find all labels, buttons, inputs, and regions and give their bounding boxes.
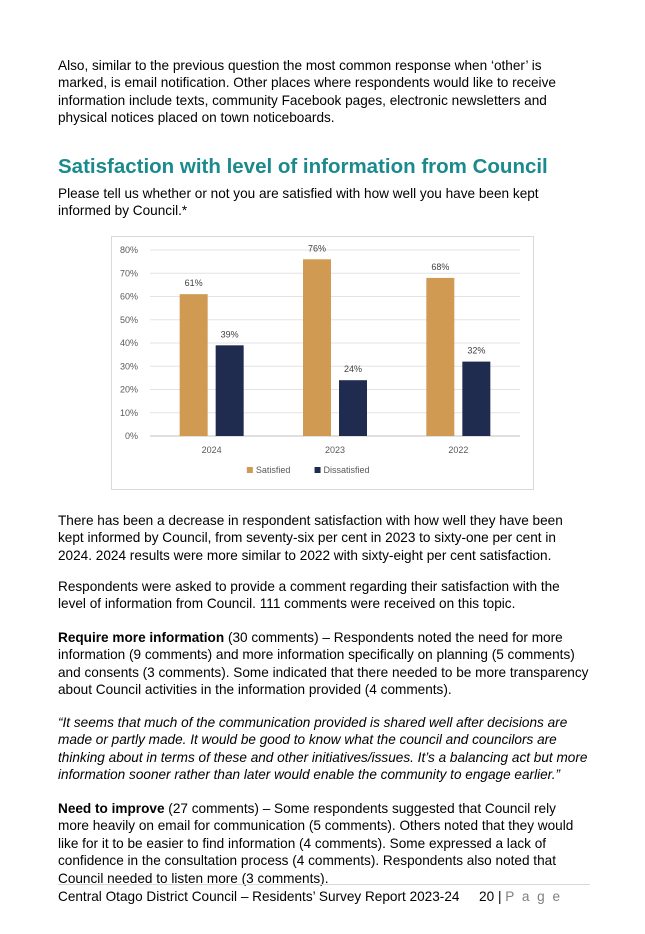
bar-dissatisfied-2023 <box>339 380 367 436</box>
decrease-paragraph: There has been a decrease in respondent satisfaction with how well they have been kept informed by Council, from seventy-six per cent in 2023 to sixty-one per cent in 2024. 2024 results were more similar to 2022 with sixty-eight per cent satisfaction. <box>58 513 563 563</box>
y-tick-label: 50% <box>119 314 138 325</box>
x-category-label: 2022 <box>448 445 469 455</box>
data-label: 39% <box>220 329 239 340</box>
legend-swatch-dissatisfied <box>315 467 321 473</box>
need-to-improve-title: Need to improve <box>58 801 165 816</box>
footer-report-title: Central Otago District Council – Residents’ Survey Report 2023-24 <box>58 889 460 904</box>
data-label: 24% <box>343 364 363 375</box>
more-information-title: Require more information <box>58 630 225 645</box>
need-to-improve-text: (27 comments) – Some respondents suggested that Council rely more heavily on email for communication (5 comments). Others noted that they would like for it to be easier to find information (4 comments). Some expressed a lack of confidence in the consultation process (4 comments). Respondents also noted that Council needed to listen more (3 comments). <box>58 801 574 886</box>
chart-bars <box>180 259 491 436</box>
need-to-improve-paragraph <box>58 800 590 887</box>
y-tick-label: 70% <box>119 268 138 279</box>
chart-legend <box>247 465 370 475</box>
footer-page-number: 20 <box>479 889 495 904</box>
footer-page-word: P a g e <box>505 889 563 904</box>
quote-text: “It seems that much of the communication provided is shared well after decisions are made or partly made. It would be good to know what the council and councilors are thinking about in terms of these and other initiatives/issues. It’s a balancing act but more information sooner rather than later would enable the community to engage earlier.” <box>58 715 588 783</box>
x-category-label: 2024 <box>201 445 222 455</box>
chart-svg <box>112 237 533 489</box>
data-label: 61% <box>184 278 203 289</box>
chart-y-axis <box>120 245 138 441</box>
bar-satisfied-2022 <box>426 278 454 436</box>
bar-dissatisfied-2024 <box>216 345 244 436</box>
data-label: 32% <box>467 345 486 356</box>
y-tick-label: 40% <box>119 338 138 348</box>
data-label: 76% <box>307 243 327 254</box>
more-information-paragraph <box>58 629 590 699</box>
legend-swatch-satisfied <box>247 467 253 473</box>
page-footer <box>58 884 590 905</box>
y-tick-label: 30% <box>119 361 138 372</box>
comments-paragraph: Respondents were asked to provide a comment regarding their satisfaction with the level of information from Council. 111 comments were received on this topic. <box>58 579 560 612</box>
satisfaction-chart <box>111 236 534 490</box>
resident-quote <box>58 714 590 784</box>
y-tick-label: 20% <box>119 384 138 395</box>
section-heading: Satisfaction with level of information from Council <box>58 155 548 178</box>
more-information-text: (30 comments) – Respondents noted the need for more information (9 comments) and more information specifically on planning (5 comments) and consents (3 comments). Some indicated that there needed to be more transparency about Council activities in the information provided (4 comments). <box>58 630 589 698</box>
footer-separator: | <box>497 889 502 904</box>
bar-satisfied-2023 <box>303 259 331 436</box>
intro-paragraph: Also, similar to the previous question the most common response when ‘other’ is marked, is email notification. Other places where respondents would like to receive information include texts, community Facebook pages, electronic newsletters and physical notices placed on town noticeboards. <box>58 58 556 126</box>
legend-label-satisfied: Satisfied <box>255 465 291 475</box>
x-category-label: 2023 <box>324 445 346 455</box>
survey-question: Please tell us whether or not you are satisfied with how well you have been kept informed by Council.* <box>58 186 539 219</box>
y-tick-label: 0% <box>124 431 138 441</box>
data-label: 68% <box>431 261 450 272</box>
legend-label-dissatisfied: Dissatisfied <box>323 465 370 475</box>
bar-satisfied-2024 <box>180 294 208 436</box>
y-tick-label: 10% <box>119 407 138 418</box>
y-tick-label: 80% <box>119 245 138 255</box>
bar-dissatisfied-2022 <box>462 362 490 436</box>
y-tick-label: 60% <box>119 291 138 302</box>
chart-x-axis <box>202 445 469 455</box>
